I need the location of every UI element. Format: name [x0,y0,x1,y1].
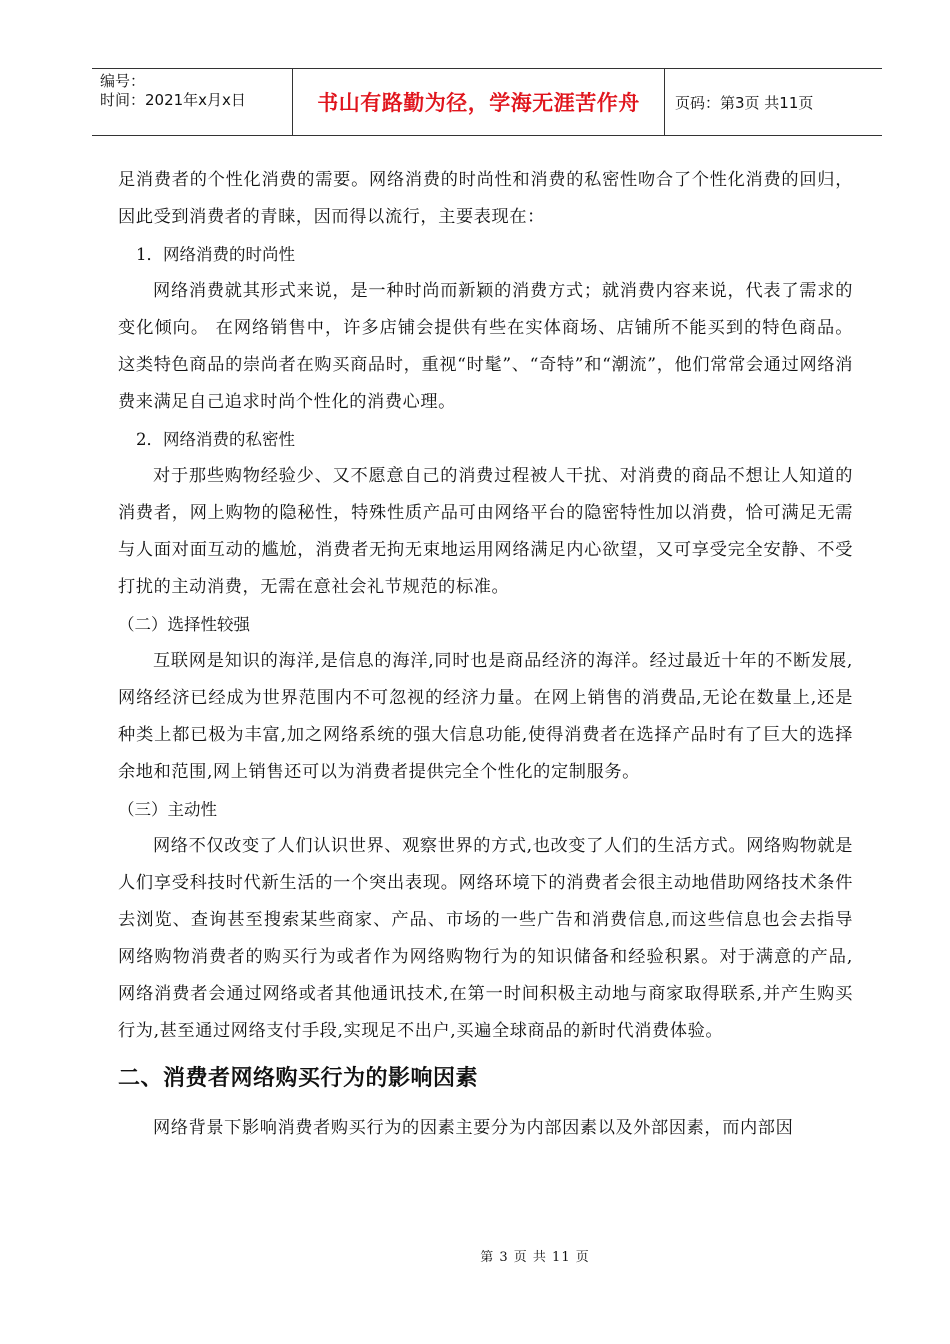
section-2-title: （二）选择性较强 [118,615,250,634]
item-2-title: 2．网络消费的私密性 [136,430,295,449]
paragraph-initiative: 网络不仅改变了人们认识世界、观察世界的方式,也改变了人们的生活方式。网络购物就是人们享受科技时代新生活的一个突出表现。网络环境下的消费者会很主动地借助网络技术条件去浏览、查询甚至搜索某些商家、产品、市场的一些广告和消费信息,而这些信息也会去指导网络购物消费者的购买行为或者作为网络购物行为的知识储备和经验积累。对于满意的产品,网络消费者会通过网络或者其他通讯技术,在第一时间积极主动地与商家取得联系,并产生购买行为,甚至通过网络支付手段,实现足不出户,买遍全球商品的新时代消费体验。 [118,836,853,1041]
paragraph-privacy: 对于那些购物经验少、又不愿意自己的消费过程被人干扰、对消费的商品不想让人知道的消费者，网上购物的隐秘性，特殊性质产品可由网络平台的隐密特性加以消费，恰可满足无需与人面对面互动的尴尬，消费者无拘无束地运用网络满足内心欲望，又可享受完全安静、不受打扰的主动消费，无需在意社会礼节规范的标准。 [118,466,853,597]
heading-section-two: 二、消费者网络购买行为的影响因素 [118,1066,479,1091]
page-footer: 第 3 页 共 11 页 [480,1250,590,1265]
paragraph-choice: 互联网是知识的海洋,是信息的海洋,同时也是商品经济的海洋。经过最近十年的不断发展,网络经济已经成为世界范围内不可忽视的经济力量。在网上销售的消费品,无论在数量上,还是种类上都已极为丰富,加之网络系统的强大信息功能,使得消费者在选择产品时有了巨大的选择余地和范围,网上销售还可以为消费者提供完全个性化的定制服务。 [118,651,853,782]
paragraph-factors: 网络背景下影响消费者购买行为的因素主要分为内部因素以及外部因素，而内部因 [153,1118,794,1138]
header-motto: 书山有路勤为径，学海无涯苦作舟 [317,91,640,115]
header-motto-cell [293,69,665,135]
page-header [92,68,882,136]
doc-number-label: 编号： [100,72,146,90]
paragraph-intro: 足消费者的个性化消费的需要。网络消费的时尚性和消费的私密性吻合了个性化消费的回归，因此受到消费者的青睐，因而得以流行，主要表现在： [118,170,853,227]
document-body [118,162,853,1147]
doc-time-label: 时间：2021年x月x日 [100,91,246,109]
item-1-title: 1．网络消费的时尚性 [136,245,295,264]
section-3-title: （三）主动性 [118,800,217,819]
header-meta [92,69,293,135]
header-page-info-cell [665,69,882,135]
paragraph-fashion: 网络消费就其形式来说，是一种时尚而新颖的消费方式；就消费内容来说，代表了需求的变化倾向。 在网络销售中，许多店铺会提供有些在实体商场、店铺所不能买到的特色商品。这类特色商品的崇尚者在购买商品时，重视“时髦”、“奇特”和“潮流”，他们常常会通过网络消费来满足自己追求时尚个性化的消费心理。 [118,281,853,412]
header-page-info: 页码：第3页 共11页 [675,93,814,112]
